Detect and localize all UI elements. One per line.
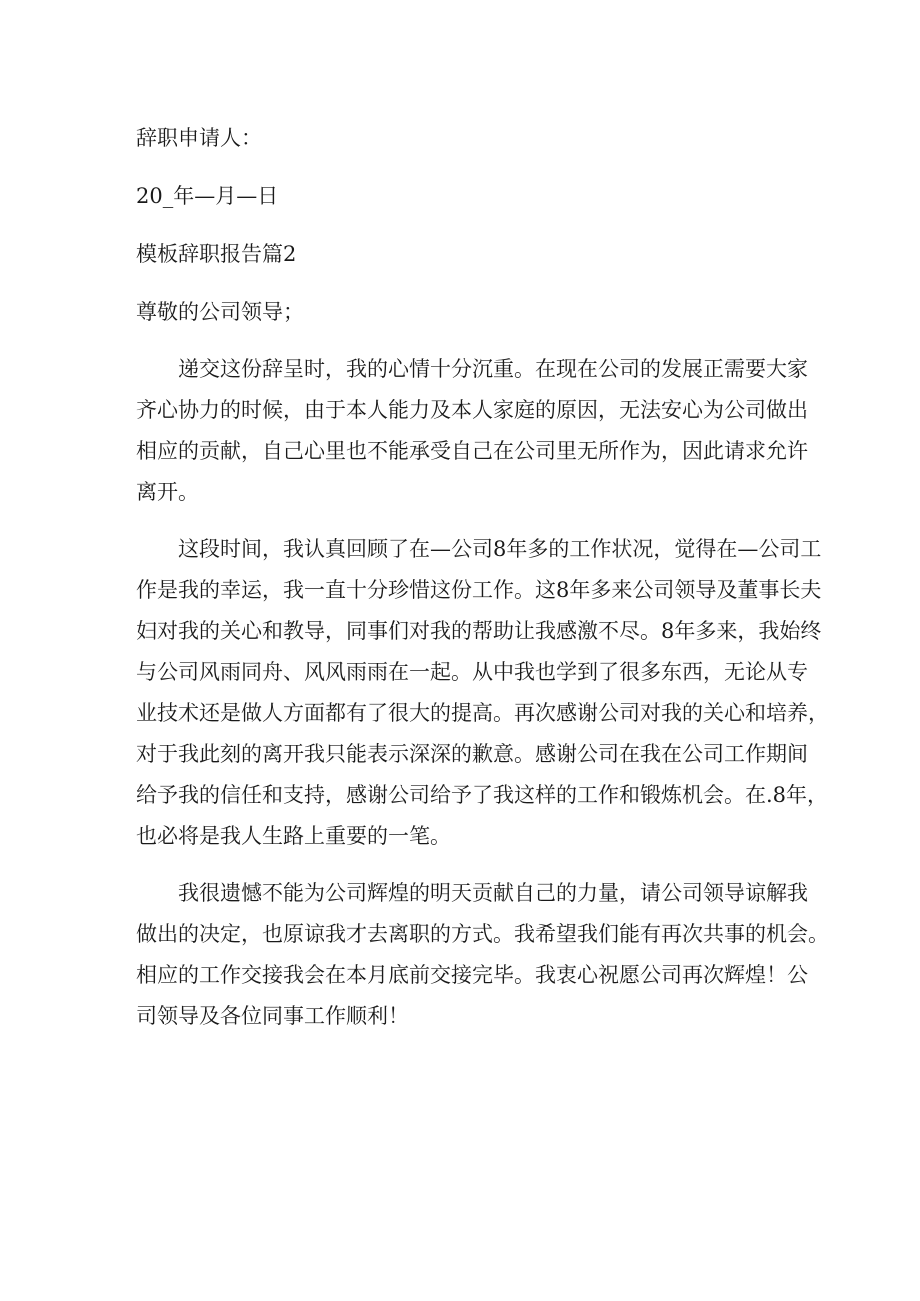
- paragraph: [136, 349, 808, 513]
- paragraph-line: 相应的工作交接我会在本月底前交接完毕。我衷心祝愿公司再次辉煌！公: [136, 963, 808, 987]
- section-title: 模板辞职报告篇2: [136, 242, 297, 266]
- paragraph-line: 对于我此刻的离开我只能表示深深的歉意。感谢公司在我在公司工作期间: [136, 742, 808, 766]
- paragraph-line: 作是我的幸运，我一直十分珍惜这份工作。这8年多来公司领导及董事长夫: [136, 578, 822, 602]
- paragraph-line: 相应的贡献，自己心里也不能承受自己在公司里无所作为，因此请求允许: [136, 439, 808, 463]
- paragraph: [136, 529, 829, 857]
- paragraph-line: 离开。: [136, 480, 199, 504]
- paragraph-line: 齐心协力的时候，由于本人能力及本人家庭的原因，无法安心为公司做出: [136, 398, 808, 422]
- paragraph-line: 递交这份辞呈时，我的心情十分沉重。在现在公司的发展正需要大家: [178, 357, 808, 381]
- paragraph-line: 司领导及各位同事工作顺利！: [136, 1004, 409, 1028]
- document-body: [136, 118, 829, 1037]
- paragraph: [136, 873, 829, 1037]
- paragraph-line: 妇对我的关心和教导，同事们对我的帮助让我感激不尽。8年多来，我始终: [136, 619, 822, 643]
- paragraph-line: 这段时间，我认真回顾了在—公司8年多的工作状况，觉得在—公司工: [178, 537, 822, 561]
- paragraph-line: 做出的决定，也原谅我才去离职的方式。我希望我们能有再次共事的机会。: [136, 922, 829, 946]
- paragraph-line: 我很遗憾不能为公司辉煌的明天贡献自己的力量，请公司领导谅解我: [178, 881, 808, 905]
- applicant-line: 辞职申请人：: [136, 126, 262, 150]
- salutation: 尊敬的公司领导；: [136, 300, 304, 324]
- paragraph-line: 业技术还是做人方面都有了很大的提高。再次感谢公司对我的关心和培养，: [136, 701, 829, 725]
- date-line: 20_年—月—日: [136, 184, 279, 208]
- paragraph-line: 与公司风雨同舟、风风雨雨在一起。从中我也学到了很多东西，无论从专: [136, 660, 808, 684]
- paragraph-line: 也必将是我人生路上重要的一笔。: [136, 824, 451, 848]
- paragraph-line: 给予我的信任和支持，感谢公司给予了我这样的工作和锻炼机会。在.8年，: [136, 783, 829, 807]
